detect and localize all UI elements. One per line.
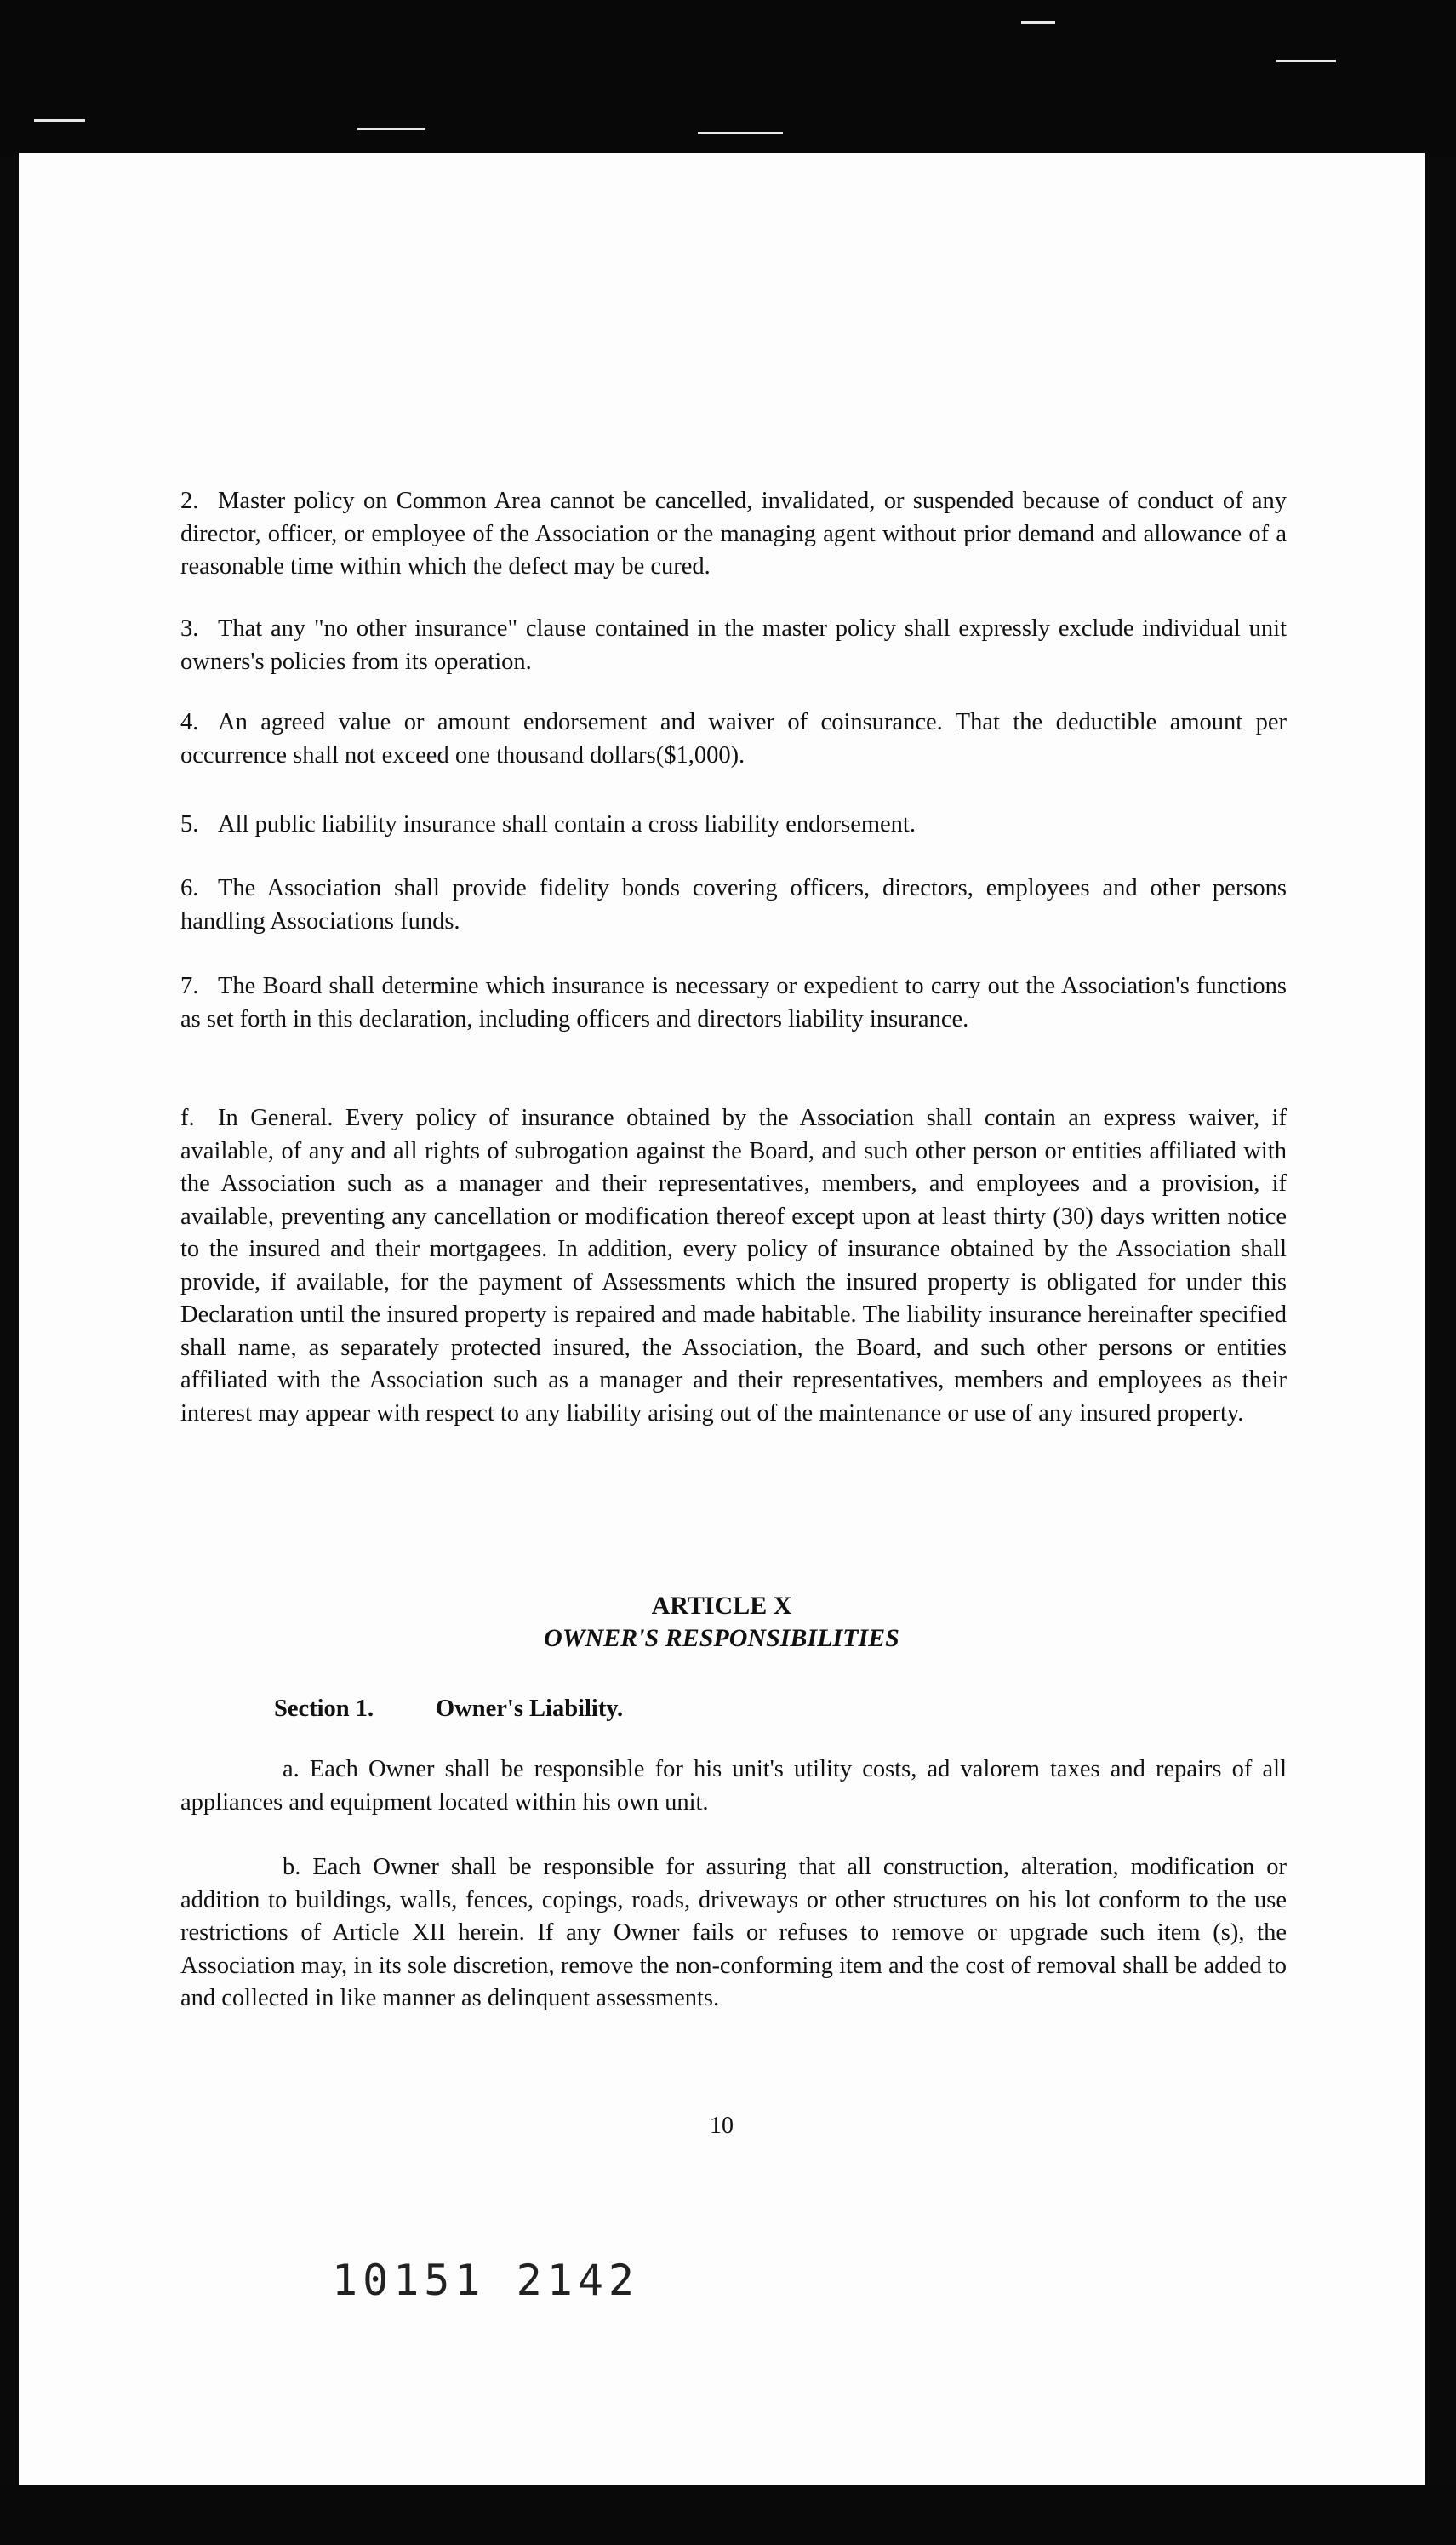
paragraph-text: That any "no other insurance" clause contained in the master policy shall expressly exclude individual unit owners's policies from its operation.: [180, 615, 1287, 675]
paragraph-6: [180, 872, 1287, 938]
scan-speck: [1021, 21, 1055, 24]
section-number: Section 1.: [274, 1696, 374, 1722]
scan-speck: [1276, 60, 1336, 62]
paragraph-text: The Board shall determine which insurance is necessary or expedient to carry out the Association's functions as set forth in this declaration, including officers and directors liability insurance.: [180, 973, 1287, 1032]
paragraph-number: f.: [180, 1105, 195, 1131]
section-title: Owner's Liability.: [436, 1696, 624, 1722]
document-stamp-number: 10151 2142: [332, 2256, 640, 2305]
paragraph-number: 7.: [180, 973, 199, 999]
paragraph-text: The Association shall provide fidelity bonds covering officers, directors, employees and other persons handling Associations funds.: [180, 875, 1287, 935]
paragraph-2: [180, 485, 1287, 584]
paragraph-4: [180, 706, 1287, 772]
paragraph-number: 3.: [180, 615, 199, 642]
paragraph-7: [180, 970, 1287, 1036]
paragraph-number: 2.: [180, 488, 199, 514]
scan-speck: [698, 132, 783, 134]
article-title: ARTICLE X: [651, 1592, 792, 1620]
section-heading: [274, 1696, 623, 1723]
paragraph-text: All public liability insurance shall contain a cross liability endorsement.: [218, 811, 916, 838]
scan-speck: [357, 128, 425, 130]
paragraph-number: 4.: [180, 709, 199, 735]
paragraph-text: Master policy on Common Area cannot be cancelled, invalidated, or suspended because of conduct of any director, officer, or employee of the Association or the managing agent without prior demand and allowance of a reasonable time within which the defect may be cured.: [180, 488, 1287, 580]
scan-speck: [34, 119, 85, 122]
paragraph-f-in-general: [180, 1102, 1287, 1430]
page-number: 10: [710, 2113, 734, 2139]
paragraph-number: 6.: [180, 875, 199, 901]
paragraph-3: [180, 613, 1287, 678]
paragraph-number: 5.: [180, 811, 199, 838]
scan-border-bottom: [0, 2485, 1456, 2545]
paragraph-text: In General. Every policy of insurance obtained by the Association shall contain an express waiver, if available, of any and all rights of subrogation against the Board, and such other person or entities affiliated with the Association such as a manager and their representatives, members, and employees and a provision, if available, preventing any cancellation or modification thereof except upon at least thirty (30) days written notice to the insured and their mortgagees. In addition, every policy of insurance obtained by the Association shall provide, if available, for the payment of Assessments which the insured property is obligated for under this Declaration until the insured property is repaired and made habitable. The liability insurance hereinafter specified shall name, as separately protected insured, the Association, the Board, and such other persons or entities affiliated with the Association such as a manager and their representatives, members and employees as their interest may appear with respect to any liability arising out of the maintenance or use of any insured property.: [180, 1105, 1287, 1427]
owner-item-a: a. Each Owner shall be responsible for his unit's utility costs, ad valorem taxes and repairs of all appliances and equipment located within his own unit.: [180, 1756, 1287, 1816]
paragraph-text: An agreed value or amount endorsement and waiver of coinsurance. That the deductible amount per occurrence shall not exceed one thousand dollars($1,000).: [180, 709, 1287, 769]
owner-item-b: b. Each Owner shall be responsible for assuring that all construction, alteration, modification or addition to buildings, walls, fences, copings, roads, driveways or other structures on his lot conform to the use restrictions of Article XII herein. If any Owner fails or refuses to remove or upgrade such item (s), the Association may, in its sole discretion, remove the non-conforming item and the cost of removal shall be added to and collected in like manner as delinquent assessments.: [180, 1854, 1287, 2011]
article-subtitle: OWNER'S RESPONSIBILITIES: [544, 1624, 899, 1652]
document-page: [19, 153, 1425, 2485]
paragraph-5: [180, 809, 1287, 842]
